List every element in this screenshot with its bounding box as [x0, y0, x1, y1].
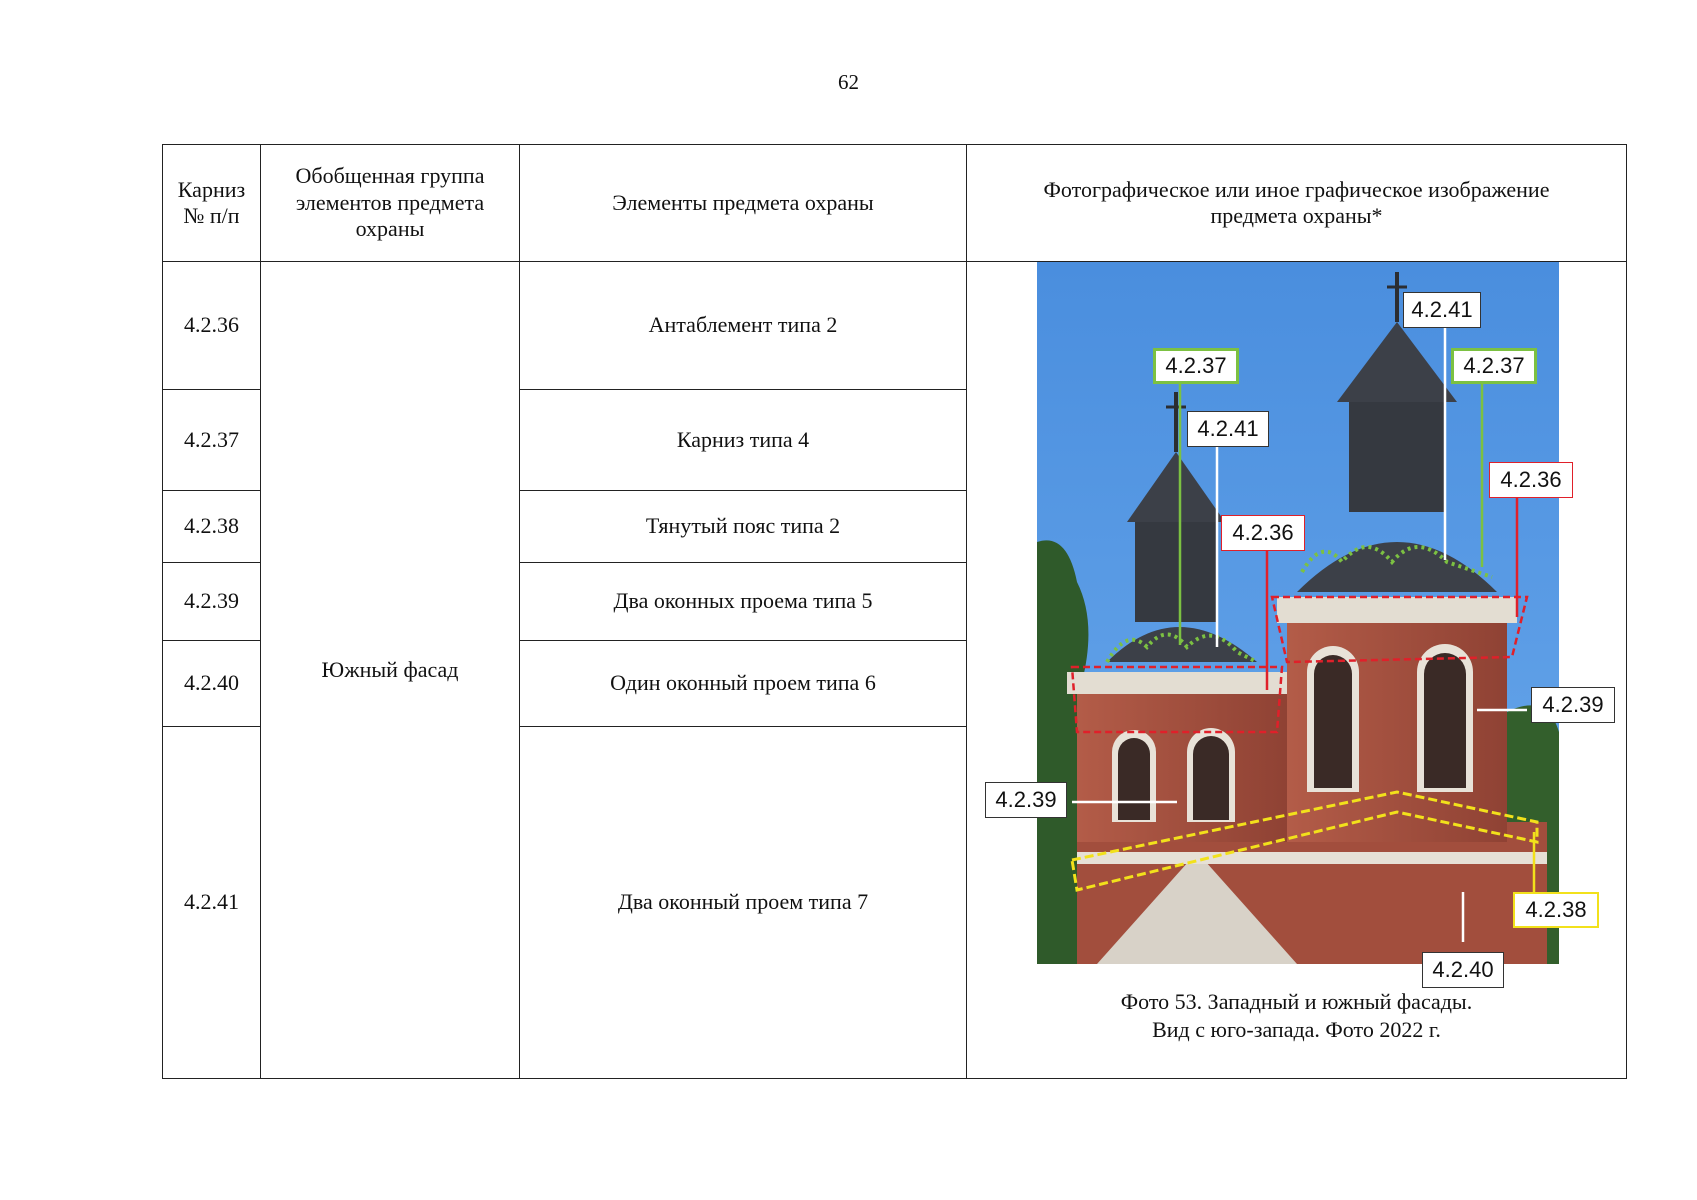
- header-group: [261, 145, 520, 262]
- photo-label: 4.2.37: [1451, 348, 1537, 384]
- page-number: 62: [838, 70, 859, 94]
- header-number-text: Карниз № п/п: [177, 176, 246, 228]
- header-elements: [520, 145, 967, 262]
- row-number: 4.2.39: [163, 563, 261, 641]
- header-group-text: Обобщенная группа элементов предмета охраны: [295, 163, 485, 242]
- row-element: Антаблемент типа 2: [520, 262, 967, 390]
- photo-label: 4.2.38: [1513, 892, 1599, 928]
- row-element: Два оконных проема типа 5: [520, 563, 967, 641]
- row-number: 4.2.41: [163, 727, 261, 1079]
- header-row: [163, 145, 1627, 262]
- photo-label: 4.2.39: [985, 782, 1067, 818]
- photo-caption: [967, 988, 1626, 1044]
- photo-label: 4.2.39: [1531, 687, 1615, 723]
- row-number: 4.2.36: [163, 262, 261, 390]
- caption-line-1: Фото 53. Западный и южный фасады.: [1120, 989, 1473, 1014]
- left-tower: [1077, 692, 1287, 842]
- row-element: Два оконный проем типа 7: [520, 727, 967, 1079]
- photo-cell: [967, 262, 1627, 1079]
- header-photo-text: Фотографическое или иное графическое изображение предмета охраны*: [1043, 176, 1550, 228]
- header-photo: [967, 145, 1627, 262]
- group-cell: Южный фасад: [261, 262, 520, 1079]
- photo-label: 4.2.41: [1403, 292, 1481, 328]
- photo-label: 4.2.37: [1153, 348, 1239, 384]
- photo-label: 4.2.40: [1422, 952, 1504, 988]
- photo-label: 4.2.36: [1221, 515, 1305, 551]
- photo-wrap: [967, 262, 1626, 1072]
- header-number: [163, 145, 261, 262]
- caption-line-2: Вид с юго-запада. Фото 2022 г.: [1152, 1017, 1441, 1043]
- protection-table: [162, 144, 1627, 1079]
- row-number: 4.2.37: [163, 390, 261, 491]
- row-element: Тянутый пояс типа 2: [520, 491, 967, 563]
- row-number: 4.2.40: [163, 641, 261, 727]
- row-element: Один оконный проем типа 6: [520, 641, 967, 727]
- photo-label: 4.2.41: [1187, 411, 1269, 447]
- row-number: 4.2.38: [163, 491, 261, 563]
- header-elements-text: Элементы предмета охраны: [612, 189, 874, 215]
- row-element: Карниз типа 4: [520, 390, 967, 491]
- photo-label: 4.2.36: [1489, 462, 1573, 498]
- table-row: [163, 262, 1627, 390]
